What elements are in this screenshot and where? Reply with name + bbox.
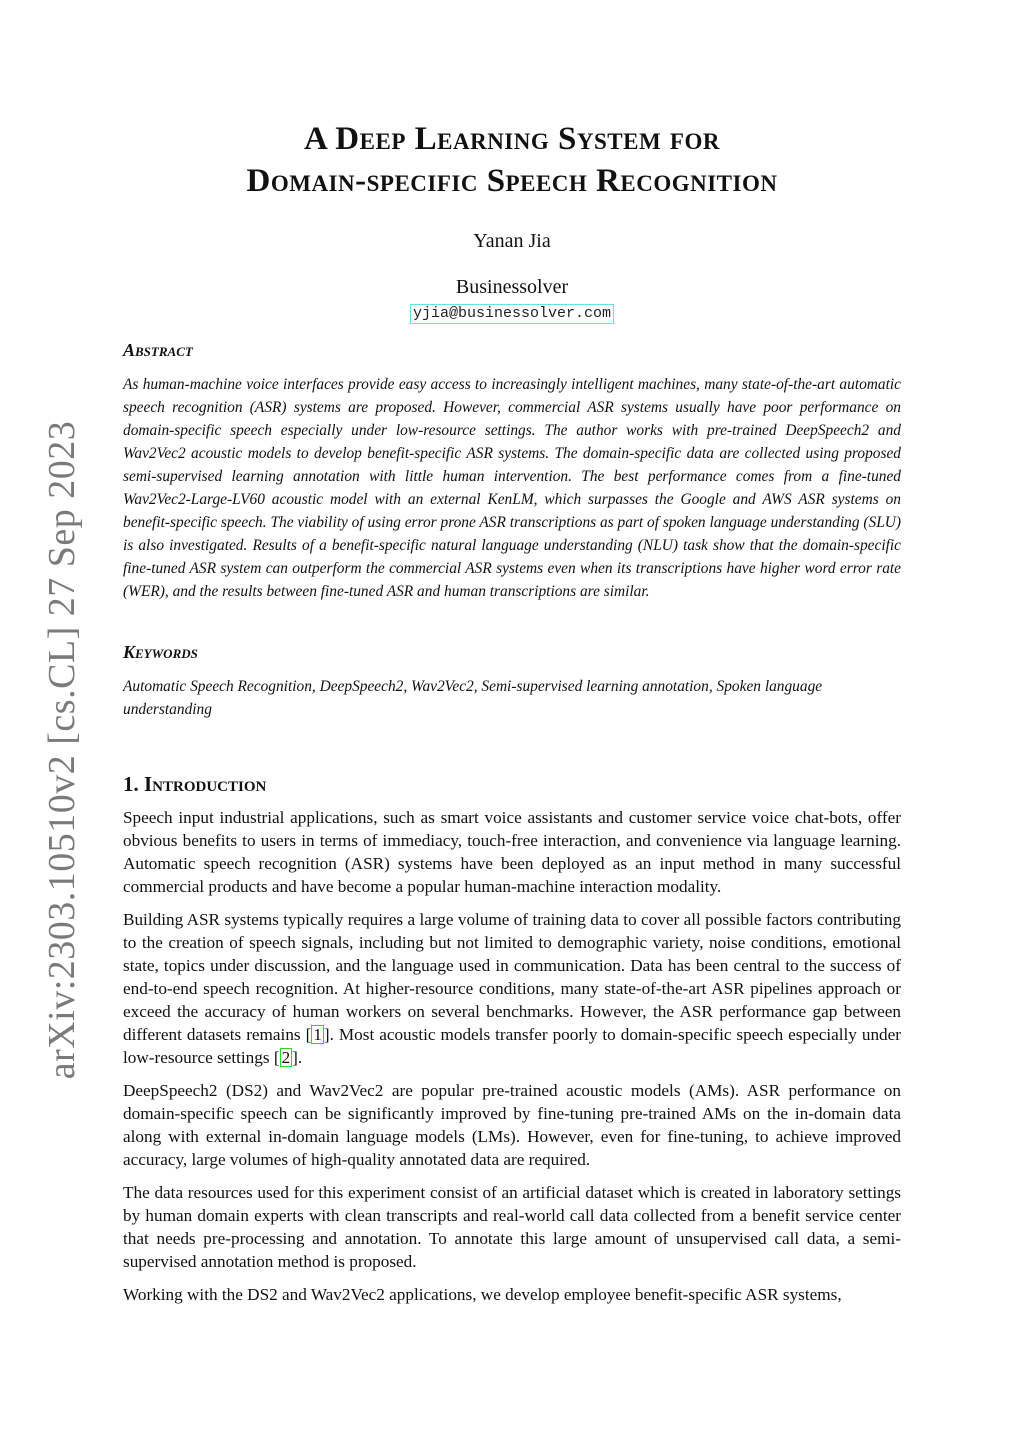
citation-link-1[interactable]: 1 [313,1025,322,1044]
intro-paragraph-2-part-b: ]. Most acoustic models transfer poorly to domain-specific speech especially under low-resource settings [ [123,1025,901,1067]
intro-paragraph-2-part-a: Building ASR systems typically requires a large volume of training data to cover all possible factors contributing to the creation of speech signals, including but not limited to demographic variety, noise conditions, emotional state, topics under discussion, and the language used in communication. Data has been central to the success of end-to-end speech recognition. At higher-resource conditions, many state-of-the-art ASR pipelines approach or exceed the accuracy of human workers on several benchmarks. However, the ASR performance gap between different datasets remains [ [123,910,901,1044]
intro-paragraph-5: Working with the DS2 and Wav2Vec2 applications, we develop employee benefit-specific ASR systems, [123,1285,842,1304]
intro-paragraph-4: The data resources used for this experiment consist of an artificial dataset which is created in laboratory settings by human domain experts with clean transcripts and real-world call data collected from a benefit service center that needs pre-processing and annotation. To annotate this large amount of unsupervised call data, a semi-supervised annotation method is proposed. [123,1183,901,1271]
abstract-text: As human-machine voice interfaces provide easy access to increasingly intelligent machines, many state-of-the-art automatic speech recognition (ASR) systems are proposed. However, commercial ASR systems usually have poor performance on domain-specific speech especially under low-resource settings. The author works with pre-trained DeepSpeech2 and Wav2Vec2 acoustic models to develop benefit-specific ASR systems. The domain-specific data are collected using proposed semi-supervised learning annotation with little human intervention. The best performance comes from a fine-tuned Wav2Vec2-Large-LV60 acoustic model with an external KenLM, which surpasses the Google and AWS ASR systems on benefit-specific speech. The viability of using error prone ASR transcriptions as part of spoken language understanding (SLU) is also investigated. Results of a benefit-specific natural language understanding (NLU) task show that the domain-specific fine-tuned ASR system can outperform the commercial ASR systems even when its transcriptions have higher word error rate (WER), and the results between fine-tuned ASR and human transcriptions are similar. [123,376,901,600]
intro-paragraph-1: Speech input industrial applications, such as smart voice assistants and customer service voice chat-bots, offer obvious benefits to users in terms of immediacy, touch-free interaction, and convenience via language learning. Automatic speech recognition (ASR) systems have been deployed as an input method in many successful commercial products and have become a popular human-machine interaction modality. [123,808,901,896]
author-email-link[interactable]: yjia@businessolver.com [410,304,614,324]
author-affiliation: Businessolver [455,276,569,298]
intro-paragraph-2-part-c: ]. [292,1048,303,1067]
introduction-heading: 1. Introduction [123,772,267,796]
abstract-heading: Abstract [123,340,193,360]
author-name: Yanan Jia [473,230,551,252]
email-container [123,304,901,324]
keywords-text: Automatic Speech Recognition, DeepSpeech2, Wav2Vec2, Semi-supervised learning annotation, Spoken language understanding [123,678,823,718]
citation-link-2[interactable]: 2 [281,1048,291,1067]
intro-paragraph-2 [123,908,901,1069]
arxiv-identifier-stamp: arXiv:2303.10510v2 [cs.CL] 27 Sep 2023 [41,420,83,1080]
intro-paragraph-3: DeepSpeech2 (DS2) and Wav2Vec2 are popular pre-trained acoustic models (AMs). ASR performance on domain-specific speech can be significantly improved by fine-tuning pre-trained AMs on the in-domain data along with external in-domain language models (LMs). However, even for fine-tuning, to achieve improved accuracy, large volumes of high-quality annotated data are required. [123,1081,901,1169]
title-line-2: Domain-specific Speech Recognition [246,163,778,199]
title-line-1: A Deep Learning System for [304,121,720,157]
keywords-heading: Keywords [123,642,198,662]
paper-title [123,118,901,202]
introduction-body [123,806,901,1316]
